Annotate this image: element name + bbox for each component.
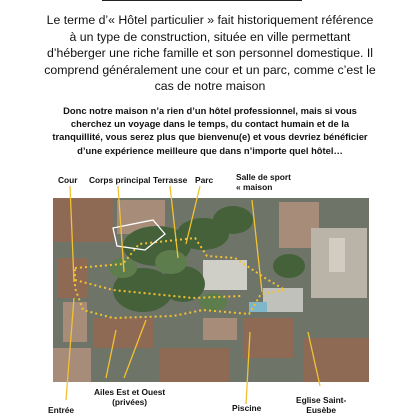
- label-parc: Parc: [195, 175, 214, 185]
- lead-line: tranquillité, vous serez plus que bienvenu(e) et vous devriez bénéficier: [52, 131, 368, 143]
- lead-line: d’une expérience meilleure que dans n’importe quel hôtel…: [77, 144, 343, 156]
- lead-paragraph: [44, 104, 376, 157]
- label-salle-line: Salle de sport: [236, 172, 291, 182]
- lead-line: cherchez un voyage dans le temps, du contact humain et de la: [70, 118, 350, 130]
- aerial-map-photo: [53, 198, 369, 382]
- intro-line: d’héberger une riche famille et son personnel domestique. Il: [46, 46, 374, 61]
- label-eglise-line: Eglise Saint-: [296, 395, 347, 405]
- intro-line: cas de notre maison: [154, 79, 266, 94]
- label-ailes-line: Ailes Est et Ouest: [94, 387, 166, 397]
- label-entree: Entrée: [48, 405, 75, 415]
- label-terrasse: Terrasse: [153, 175, 188, 185]
- label-salle-de-sport: [236, 173, 291, 192]
- label-cour: Cour: [58, 175, 78, 185]
- label-eglise-line: Eusèbe: [306, 404, 337, 415]
- intro-line: Le terme d’« Hôtel particulier » fait historiquement référence: [46, 13, 374, 27]
- label-ailes: [94, 388, 165, 407]
- top-rule: [102, 0, 302, 1]
- label-eglise: [296, 396, 346, 415]
- intro-paragraph: [34, 12, 386, 95]
- intro-line: comprend généralement une cour et un parc, comme c’est le: [44, 62, 376, 77]
- label-piscine: Piscine: [232, 403, 262, 413]
- aerial-map-drawing: [53, 198, 369, 382]
- lead-line: Donc notre maison n’a rien d’un hôtel professionnel, mais si vous: [63, 105, 357, 116]
- label-ailes-line: (privées): [112, 396, 148, 407]
- intro-line: à un type de construction, située en ville permettant: [69, 29, 351, 44]
- label-salle-line: « maison: [236, 181, 273, 192]
- label-corps-principal: Corps principal: [89, 175, 151, 185]
